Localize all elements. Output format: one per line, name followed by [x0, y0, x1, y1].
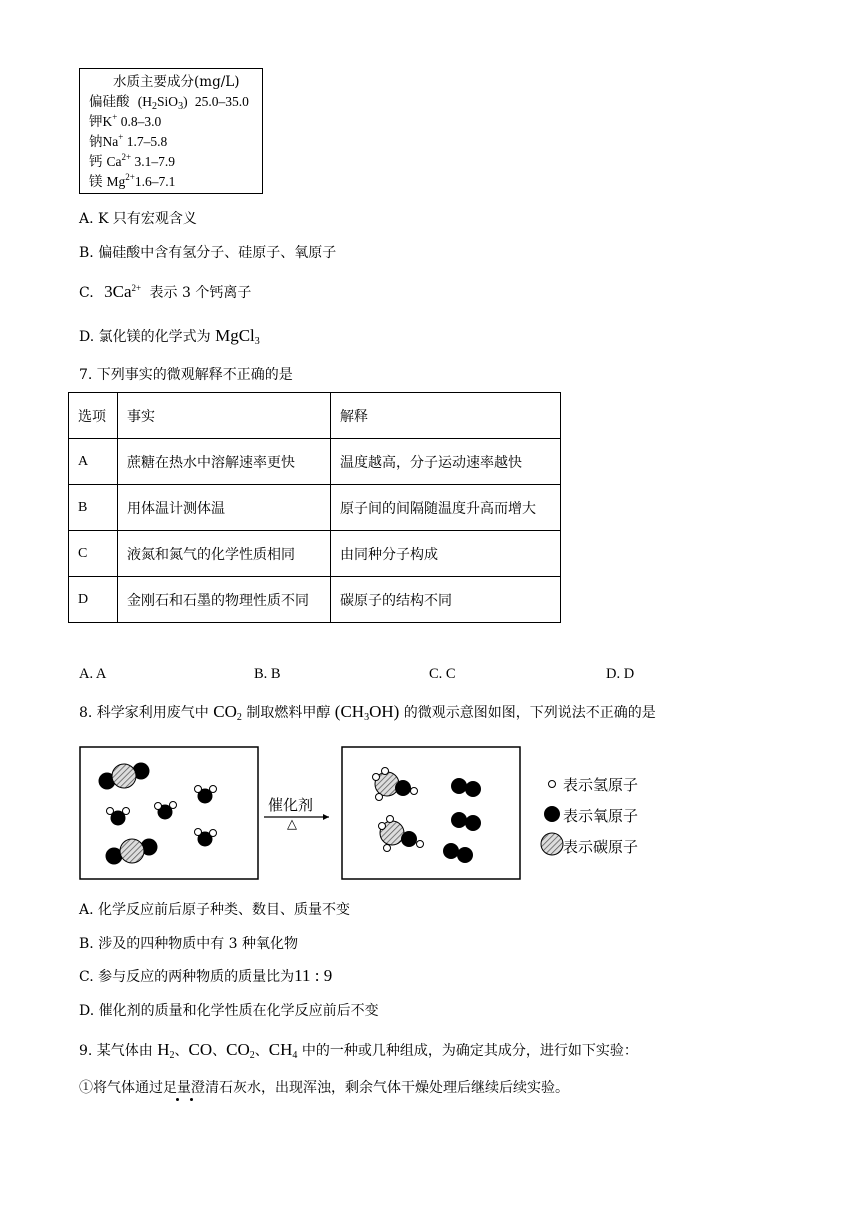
legend-carbon-symbol: [541, 833, 563, 855]
h2o-molecule: [155, 802, 177, 820]
q9-step1: ①将气体通过足量澄清石灰水，出现浑浊，剩余气体干燥处理后继续后续实验。: [79, 1080, 569, 1096]
legend-carbon: 表示碳原子: [563, 838, 639, 856]
water-row-silicic: 偏硅酸 $(H_2SiO_3)$ 25.0–35.0: [89, 94, 249, 112]
q8-option-d: D. 催化剂的质量和化学性质在化学反应前后不变: [79, 1003, 379, 1019]
table-cell: B: [69, 485, 118, 531]
o2-molecule: [451, 778, 481, 797]
catalyst-label: 催化剂: [268, 796, 314, 814]
q7-choice-c: C. C: [429, 666, 456, 682]
table-header: 解释: [331, 393, 561, 439]
o2-molecule: [451, 812, 481, 831]
table-cell: 碳原子的结构不同: [331, 577, 561, 623]
legend-hydrogen: 表示氢原子: [563, 776, 639, 794]
q6-option-b: B. 偏硅酸中含有氢分子、硅原子、氧原子: [79, 245, 337, 261]
heat-symbol: △: [287, 817, 297, 832]
q8-option-a: A. 化学反应前后原子种类、数目、质量不变: [79, 902, 351, 918]
o2-molecule: [443, 843, 473, 863]
water-quality-box: [79, 68, 263, 194]
legend-oxygen-symbol: [544, 806, 560, 822]
h2o-molecule: [195, 829, 217, 847]
q7-choice-b: B. B: [254, 666, 281, 682]
table-cell: 由同种分子构成: [331, 531, 561, 577]
table-header: 选项: [69, 393, 118, 439]
water-row-magnesium: 镁 $Mg^{2+}1.6-7.1$: [89, 172, 176, 190]
table-row: [69, 485, 561, 531]
table-header: 事实: [118, 393, 331, 439]
table-cell: 金刚石和石墨的物理性质不同: [118, 577, 331, 623]
methanol-molecule: [379, 816, 424, 852]
q7-stem: 7. 下列事实的微观解释不正确的是: [79, 367, 293, 383]
h2o-molecule: [107, 808, 130, 826]
q9-stem: 9. 某气体由 $H_2$、CO、$CO_2$、$CH_4$ 中的一种或几种组成，为确定其成分，进行如下实验：: [79, 1040, 638, 1061]
table-row: [69, 577, 561, 623]
co2-molecule: [106, 839, 158, 865]
table-row: [69, 439, 561, 485]
water-box-title: 水质主要成分(mg/L): [113, 74, 240, 90]
table-cell: A: [69, 439, 118, 485]
q6-option-d: D. 氯化镁的化学式为 MgCl$_3$: [79, 326, 260, 347]
q7-choice-d: D. D: [606, 666, 635, 682]
methanol-molecule: [373, 768, 418, 801]
q8-option-c: C. 参与反应的两种物质的质量比为11 : 9: [79, 966, 333, 985]
water-row-calcium: 钙 $Ca^{2+}$ 3.1–7.9: [89, 152, 175, 170]
table-cell: 原子间的间隔随温度升高而增大: [331, 485, 561, 531]
q6-option-c: C. $3Ca^{2+}$ 表示 3 个钙离子: [79, 282, 252, 301]
table-cell: 蔗糖在热水中溶解速率更快: [118, 439, 331, 485]
table-cell: 用体温计测体温: [118, 485, 331, 531]
q6-option-a: A. K 只有宏观含义: [79, 211, 197, 227]
q8-option-b: B. 涉及的四种物质中有 3 种氧化物: [79, 936, 298, 952]
h2o-molecule: [195, 786, 217, 804]
table-cell: 液氮和氮气的化学性质相同: [118, 531, 331, 577]
legend-oxygen: 表示氧原子: [563, 807, 639, 825]
water-row-sodium: 钠Na+ 1.7–5.8: [89, 132, 168, 150]
table-cell: 温度越高，分子运动速率越快: [331, 439, 561, 485]
table-row: [69, 531, 561, 577]
table-header-row: [69, 393, 561, 439]
co2-molecule: [99, 763, 150, 790]
table-cell: C: [69, 531, 118, 577]
table-cell: D: [69, 577, 118, 623]
products-box: [342, 747, 520, 879]
q8-stem: 8. 科学家利用废气中 $CO_2$ 制取燃料甲醇 $(CH_3OH)$ 的微观示意图如图，下列说法不正确的是: [79, 702, 656, 723]
facts-table: [68, 392, 561, 623]
emphasis-dot: [176, 1098, 179, 1101]
q7-choice-a: A. A: [79, 666, 107, 682]
emphasis-dot: [190, 1098, 193, 1101]
legend-hydrogen-symbol: [549, 781, 556, 788]
water-row-potassium: 钾K+ 0.8–3.0: [89, 112, 162, 130]
